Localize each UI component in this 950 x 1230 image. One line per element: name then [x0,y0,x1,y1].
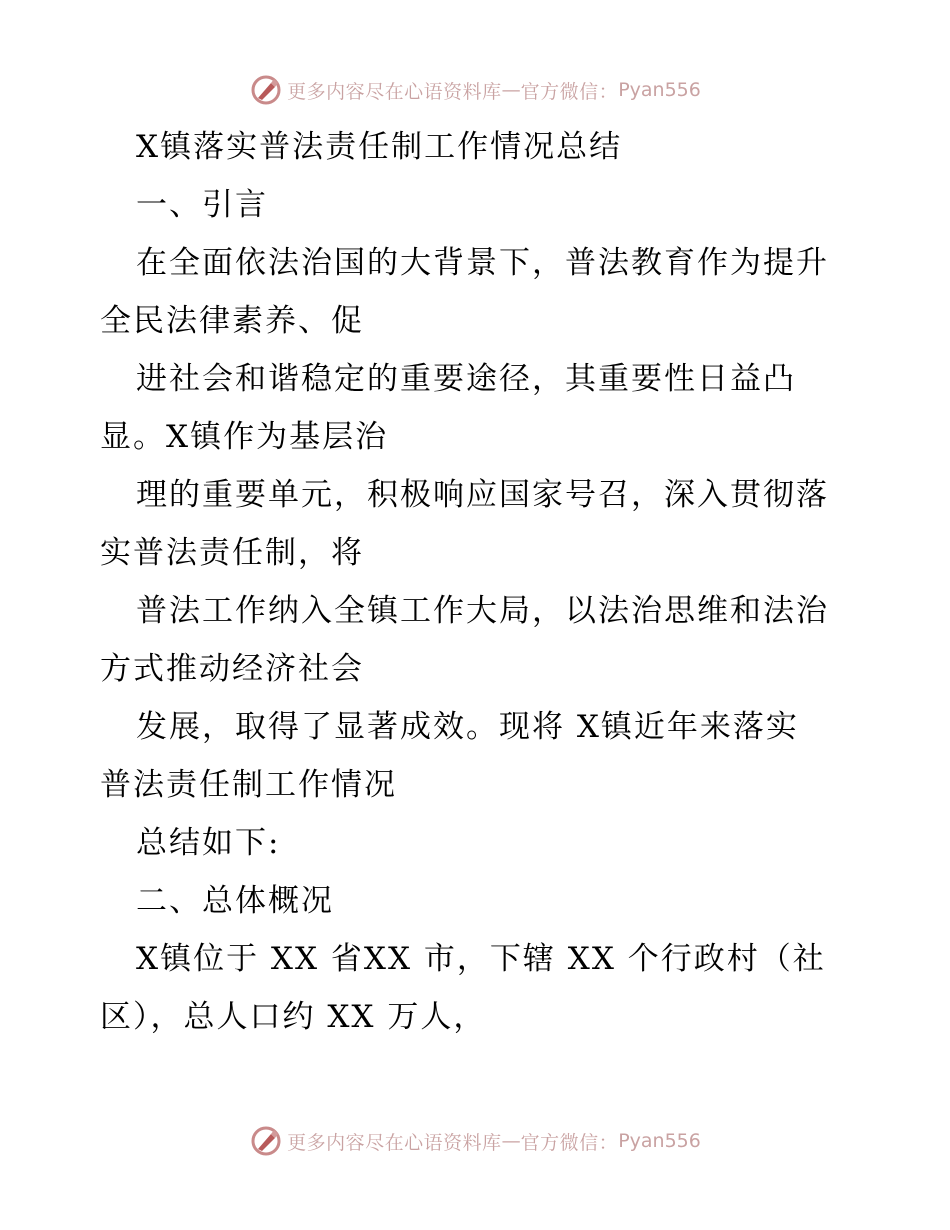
footer-watermark [0,1124,950,1158]
watermark-text: 更多内容尽在心语资料库 [287,1131,502,1154]
watermark-id: Pyan556 [618,79,701,101]
paragraph-line: 区），总人口约 XX 万人， [100,999,487,1035]
paragraph-line: 普法工作纳入全镇工作大局，以法治思维和法治 [136,593,829,629]
header-watermark [0,73,950,107]
pen-nib-logo-icon [249,1124,283,1158]
paragraph-line: 实普法责任制，将 [100,535,364,571]
paragraph-line: 发展，取得了显著成效。现将 X镇近年来落实 [136,709,799,745]
watermark-label: 官方微信： [520,80,619,103]
watermark-separator: — [501,79,521,101]
section-heading-overview: 二、总体概况 [136,883,334,919]
section-heading-intro: 一、引言 [136,187,268,223]
paragraph-line: 普法责任制工作情况 [100,767,397,803]
paragraph-line: 全民法律素养、促 [100,303,364,339]
watermark-label: 官方微信： [520,1131,619,1154]
paragraph-line: 显。X镇作为基层治 [100,419,389,455]
paragraph-line: 总结如下: [136,825,281,861]
paragraph-line: 理的重要单元，积极响应国家号召，深入贯彻落 [136,477,829,513]
document-title: X镇落实普法责任制工作情况总结 [136,129,623,165]
pen-nib-logo-icon [249,73,283,107]
paragraph-line: 方式推动经济社会 [100,651,364,687]
watermark-text: 更多内容尽在心语资料库 [287,80,502,103]
paragraph-line: 进社会和谐稳定的重要途径，其重要性日益凸 [136,361,796,397]
watermark-id: Pyan556 [618,1130,701,1152]
watermark-separator: — [501,1130,521,1152]
paragraph-line: X镇位于 XX 省XX 市，下辖 XX 个行政村（社 [136,941,826,977]
paragraph-line: 在全面依法治国的大背景下，普法教育作为提升 [136,245,829,281]
